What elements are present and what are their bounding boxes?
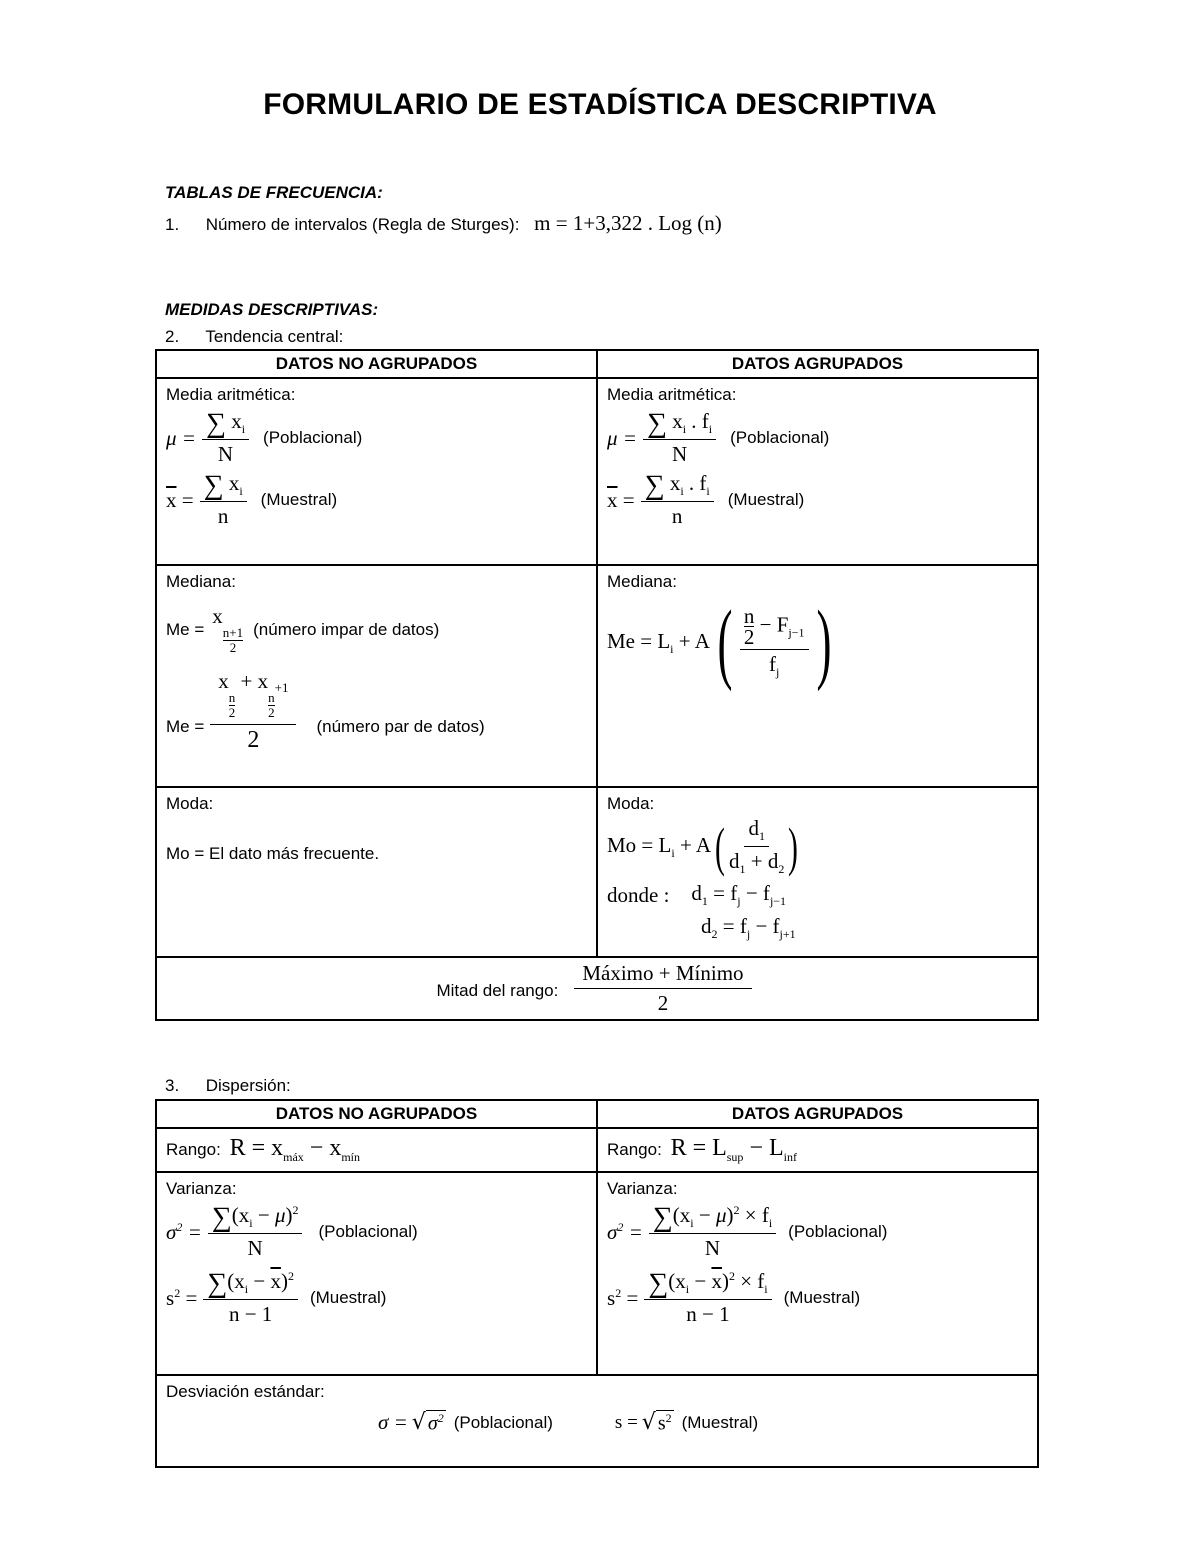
mean-label: Media aritmética: (607, 385, 737, 404)
sample-tag: (Muestral) (260, 490, 338, 510)
median-label: Mediana: (607, 572, 677, 591)
item-number: 1. (165, 215, 180, 234)
population-tag: (Poblacional) (730, 428, 830, 448)
mean-ungrouped-cell (156, 378, 597, 565)
mode-ungrouped-cell (156, 787, 597, 957)
sample-tag: (Muestral) (727, 490, 805, 510)
central-tendency-label: Tendencia central: (205, 327, 344, 346)
dispersion-table (155, 1099, 1039, 1468)
mode-ungrouped-text: Mo = El dato más frecuente. (166, 844, 380, 863)
std-deviation-label: Desviación estándar: (166, 1382, 325, 1401)
sturges-rule-line (165, 211, 722, 236)
sample-tag: (Muestral) (681, 1412, 759, 1432)
population-mean-grouped-formula: μ = $\frac{\sum x_i . f_i}{N}$ (Poblacional) (607, 408, 830, 467)
sample-variance-grouped-formula: $s^2$ = $\frac{\sum(x_i - \overline{x})^2 \times f_i}{n - 1}$ (Muestral) (607, 1268, 861, 1327)
me-equals: Me = (166, 716, 205, 736)
sample-tag: (Muestral) (783, 1288, 861, 1308)
median-ungrouped-cell (156, 565, 597, 787)
donde-label: donde : (607, 882, 670, 907)
median-grouped-cell (597, 565, 1038, 787)
mode-d1-definition: donde : $d_1 = f_j - f_{j-1}$ (607, 881, 787, 909)
range-grouped-cell: Rango: $R = L_{sup} - L_{inf}$ (597, 1128, 1038, 1172)
variance-ungrouped-cell (156, 1172, 597, 1375)
variance-grouped-cell (597, 1172, 1038, 1375)
population-variance-formula: $\sigma^2$ = $\frac{\sum(x_i - \mu)^2}{N}$ (Poblacional) (166, 1202, 418, 1261)
sturges-label: Número de intervalos (Regla de Sturges): (205, 215, 520, 234)
variance-label: Varianza: (607, 1179, 678, 1198)
median-label: Mediana: (166, 572, 236, 591)
std-deviation-formulas: σ = √ $\sigma^2$ (Poblacional) s = √ $s^2$ (Muestral) (378, 1410, 759, 1436)
median-grouped-formula: $Me = L_i + A$ ( $\frac{n}{2}$ − $F_{j-1}$ $f_j$ ) (607, 593, 831, 692)
population-mean-formula: μ = $\frac{\sum x_i}{N}$ (Poblacional) (166, 408, 363, 467)
population-tag: (Poblacional) (788, 1222, 888, 1242)
descriptive-measures-heading: MEDIDAS DESCRIPTIVAS: (165, 300, 379, 319)
midrange-label: Mitad del rango: (436, 980, 559, 1000)
header-ungrouped: DATOS NO AGRUPADOS (156, 350, 597, 378)
mode-label: Moda: (607, 794, 655, 813)
mode-label: Moda: (166, 794, 214, 813)
sample-mean-grouped-formula: $\overline{x}$ = $\frac{\sum x_i . f_i}{n}$ (Muestral) (607, 470, 805, 529)
mode-grouped-formula: $Mo = L_i + A$ ( $\frac{d_1}{d_1 + d_2}$ ) (607, 816, 799, 877)
header-ungrouped: DATOS NO AGRUPADOS (156, 1100, 597, 1128)
midrange-cell (156, 957, 1038, 1020)
sample-tag: (Muestral) (309, 1288, 387, 1308)
sample-mean-formula: $\overline{x}$ = $\frac{\sum x_i}{n}$ (Muestral) (166, 470, 338, 529)
population-tag: (Poblacional) (263, 428, 363, 448)
mode-d2-definition: $d_2 = f_j - f_{j+1}$ (701, 913, 796, 941)
median-even-formula: Me = x $\frac{n}{2}$ + x $\frac{n}{2}$ +1 2 (número par de datos) (166, 669, 485, 753)
range-ungrouped-cell: Rango: $R = x_{máx} - x_{mín}$ (156, 1128, 597, 1172)
std-deviation-cell (156, 1375, 1038, 1467)
population-tag: (Poblacional) (318, 1222, 418, 1242)
me-equals: Me = (166, 619, 205, 639)
header-grouped: DATOS AGRUPADOS (597, 1100, 1038, 1128)
mean-label: Media aritmética: (166, 385, 296, 404)
median-odd-formula: Me = x $\frac{n+1}{2}$ (número impar de datos) (166, 604, 440, 655)
midrange-formula (166, 961, 1028, 1016)
odd-data-note: (número impar de datos) (253, 619, 440, 639)
item-number: 3. (165, 1076, 180, 1095)
even-data-note: (número par de datos) (316, 716, 485, 736)
dispersion-label: Dispersión: (205, 1076, 291, 1095)
sample-variance-formula: $s^2$ = $\frac{\sum(x_i - \overline{x})^2}{n - 1}$ (Muestral) (166, 1268, 387, 1327)
midrange-denominator: 2 (657, 991, 669, 1015)
sturges-formula: m = 1+3,322 . Log (n) (534, 211, 722, 235)
population-variance-grouped-formula: $\sigma^2$ = $\frac{\sum(x_i - \mu)^2 \times f_i}{N}$ (Poblacional) (607, 1202, 888, 1261)
mode-grouped-cell (597, 787, 1038, 957)
header-grouped: DATOS AGRUPADOS (597, 350, 1038, 378)
midrange-numerator: Máximo + Mínimo (574, 961, 751, 989)
dispersion-line (165, 1076, 291, 1096)
range-label: Rango: (607, 1140, 662, 1160)
page-title: FORMULARIO DE ESTADÍSTICA DESCRIPTIVA (263, 88, 937, 121)
population-tag: (Poblacional) (453, 1412, 553, 1432)
range-label: Rango: (166, 1140, 221, 1160)
central-tendency-line (165, 327, 343, 347)
frequency-tables-heading: TABLAS DE FRECUENCIA: (165, 183, 383, 202)
item-number: 2. (165, 327, 180, 346)
central-tendency-table (155, 349, 1039, 1021)
mean-grouped-cell (597, 378, 1038, 565)
variance-label: Varianza: (166, 1179, 237, 1198)
